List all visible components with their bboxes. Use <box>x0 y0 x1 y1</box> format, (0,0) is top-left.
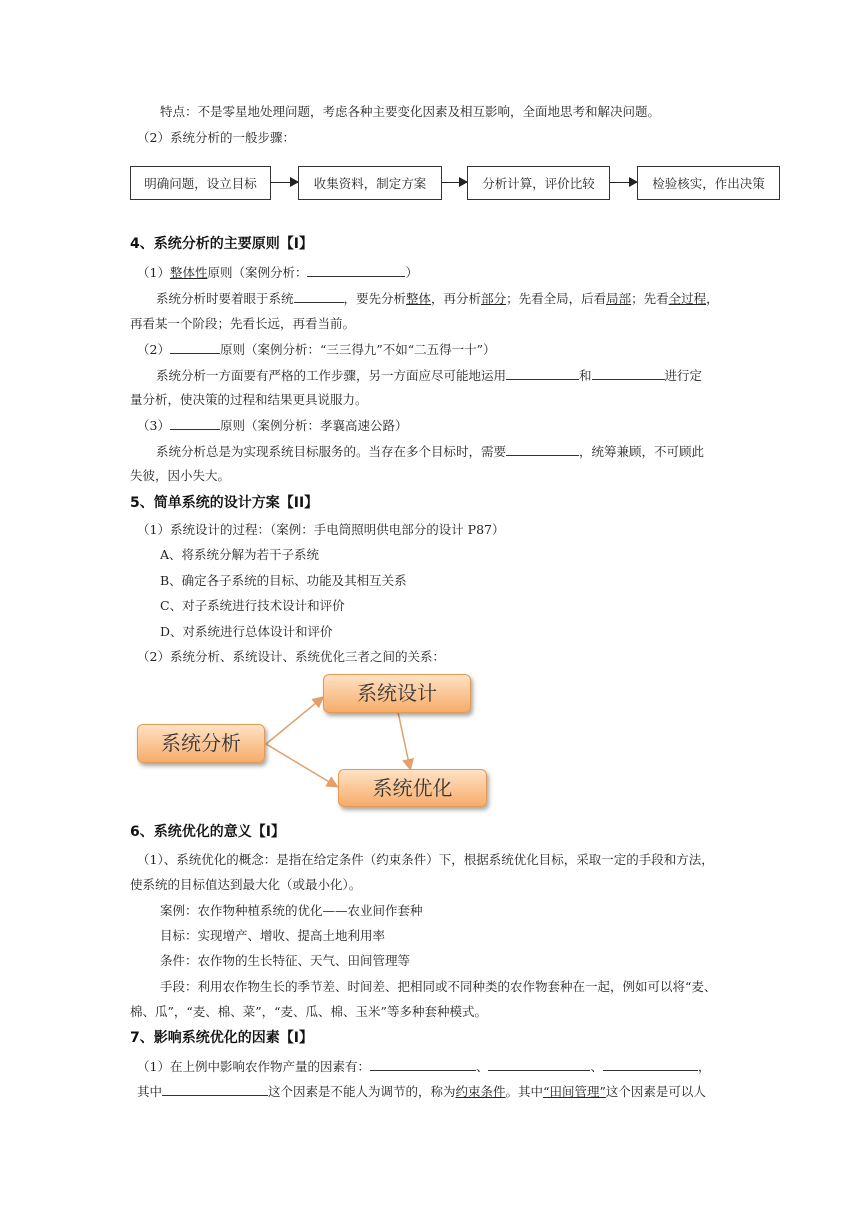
design-process-title: （1）系统设计的过程：（案例：手电筒照明供电部分的设计 P87） <box>137 522 505 537</box>
section-4-heading: 4、系统分析的主要原则【I】 <box>130 236 313 252</box>
list-item: C、对子系统进行技术设计和评价 <box>160 598 345 613</box>
body-text: 这个因素是可以人 <box>605 1084 706 1099</box>
means-text-cont: 棉、瓜”，“麦、棉、菜”，“麦、瓜、棉、玉米”等多种套种模式。 <box>130 1004 487 1019</box>
principle-1-body-cont: 再看某一个阶段；先看长远，再看当前。 <box>130 316 356 331</box>
relationship-title: （2）系统分析、系统设计、系统优化三者之间的关系： <box>137 649 445 664</box>
principle-number: （3） <box>137 418 170 433</box>
section-5-heading: 5、简单系统的设计方案【II】 <box>130 495 319 511</box>
body-text: 和 <box>579 368 592 383</box>
steps-title: （2）系统分析的一般步骤： <box>137 130 295 145</box>
principle-text: 原则（案例分析： <box>207 265 308 280</box>
system-analysis-box: 系统分析 <box>137 724 265 763</box>
underlined-term: 整体 <box>406 291 432 306</box>
body-text: 系统分析一方面要有严格的工作步骤，另一方面应尽可能地运用 <box>156 368 507 383</box>
principle-text: 原则（案例分析：孝襄高速公路） <box>219 418 408 433</box>
case-text: 案例：农作物种植系统的优化——农业间作套种 <box>160 903 423 918</box>
constraint-line <box>137 1082 706 1101</box>
body-text: （1）在上例中影响农作物产量的因素有： <box>137 1059 370 1074</box>
factors-line <box>137 1057 711 1076</box>
answer-blank[interactable] <box>488 1057 590 1071</box>
underlined-term: 局部 <box>606 291 632 306</box>
flow-step-4: 检验核实，作出决策 <box>637 166 780 200</box>
body-text: 系统分析总是为实现系统目标服务的。当存在多个目标时，需要 <box>156 444 507 459</box>
underlined-term: “田间管理” <box>543 1084 606 1099</box>
flow-step-3: 分析计算，评价比较 <box>467 166 610 200</box>
body-text: ，要先分析 <box>343 291 407 306</box>
underlined-term: 全过程 <box>668 291 707 306</box>
body-text: ，统筹兼顾，不可顾此 <box>579 444 705 459</box>
body-text: ；先看 <box>631 291 669 306</box>
principle-text: ） <box>405 265 418 280</box>
goal-text: 目标：实现增产、增收、提高土地利用率 <box>160 928 386 943</box>
section-6-heading: 6、系统优化的意义【I】 <box>130 824 285 840</box>
separator: 、 <box>590 1059 603 1074</box>
separator: ， <box>698 1059 711 1074</box>
principle-name: 整体性 <box>169 265 208 280</box>
principle-3-body-cont: 失彼，因小失大。 <box>130 468 231 483</box>
answer-blank[interactable] <box>370 1057 476 1071</box>
list-item: A、将系统分解为若干子系统 <box>160 547 320 562</box>
body-text: 其中 <box>137 1084 163 1099</box>
flow-step-1: 明确问题，设立目标 <box>130 166 271 200</box>
principle-number: （1） <box>137 265 170 280</box>
section-7-heading: 7、影响系统优化的因素【I】 <box>130 1030 313 1046</box>
principle-number: （2） <box>137 342 170 357</box>
feature-text: 特点：不是零星地处理问题，考虑各种主要变化因素及相互影响，全面地思考和解决问题。 <box>160 104 661 119</box>
system-optimization-box: 系统优化 <box>338 769 487 807</box>
body-text: 。其中 <box>505 1084 544 1099</box>
optimization-definition-cont: 使系统的目标值达到最大化（或最小化）。 <box>130 877 362 892</box>
answer-blank[interactable] <box>603 1057 698 1071</box>
body-text: ，再分析 <box>431 291 482 306</box>
condition-text: 条件：农作物的生长特征、天气、田间管理等 <box>160 953 411 968</box>
answer-blank[interactable] <box>162 1082 268 1096</box>
list-item: B、确定各子系统的目标、功能及其相互关系 <box>160 573 407 588</box>
optimization-definition: （1）、系统优化的概念：是指在给定条件（约束条件）下，根据系统优化目标，采取一定的手段和方法， <box>137 852 714 867</box>
underlined-term: 部分 <box>481 291 507 306</box>
means-text: 手段：利用农作物生长的季节差、时间差、把相同或不同种类的农作物套种在一起，例如可以将“麦、 <box>160 979 717 994</box>
principle-text: 原则（案例分析：“三三得九”不如“二五得一十”） <box>219 342 496 357</box>
flow-step-2: 收集资料，制定方案 <box>298 166 442 200</box>
body-text: 这个因素是不能人为调节的，称为 <box>268 1084 456 1099</box>
body-text: ；先看全局，后看 <box>506 291 607 306</box>
body-text: ， <box>706 291 719 306</box>
separator: 、 <box>475 1059 489 1074</box>
list-item: D、对系统进行总体设计和评价 <box>160 624 333 639</box>
system-design-box: 系统设计 <box>323 674 471 713</box>
body-text: 进行定 <box>664 368 703 383</box>
principle-2-body-cont: 量分析，使决策的过程和结果更具说服力。 <box>130 392 368 407</box>
body-text: 系统分析时要着眼于系统 <box>156 291 294 306</box>
underlined-term: 约束条件 <box>455 1084 506 1099</box>
